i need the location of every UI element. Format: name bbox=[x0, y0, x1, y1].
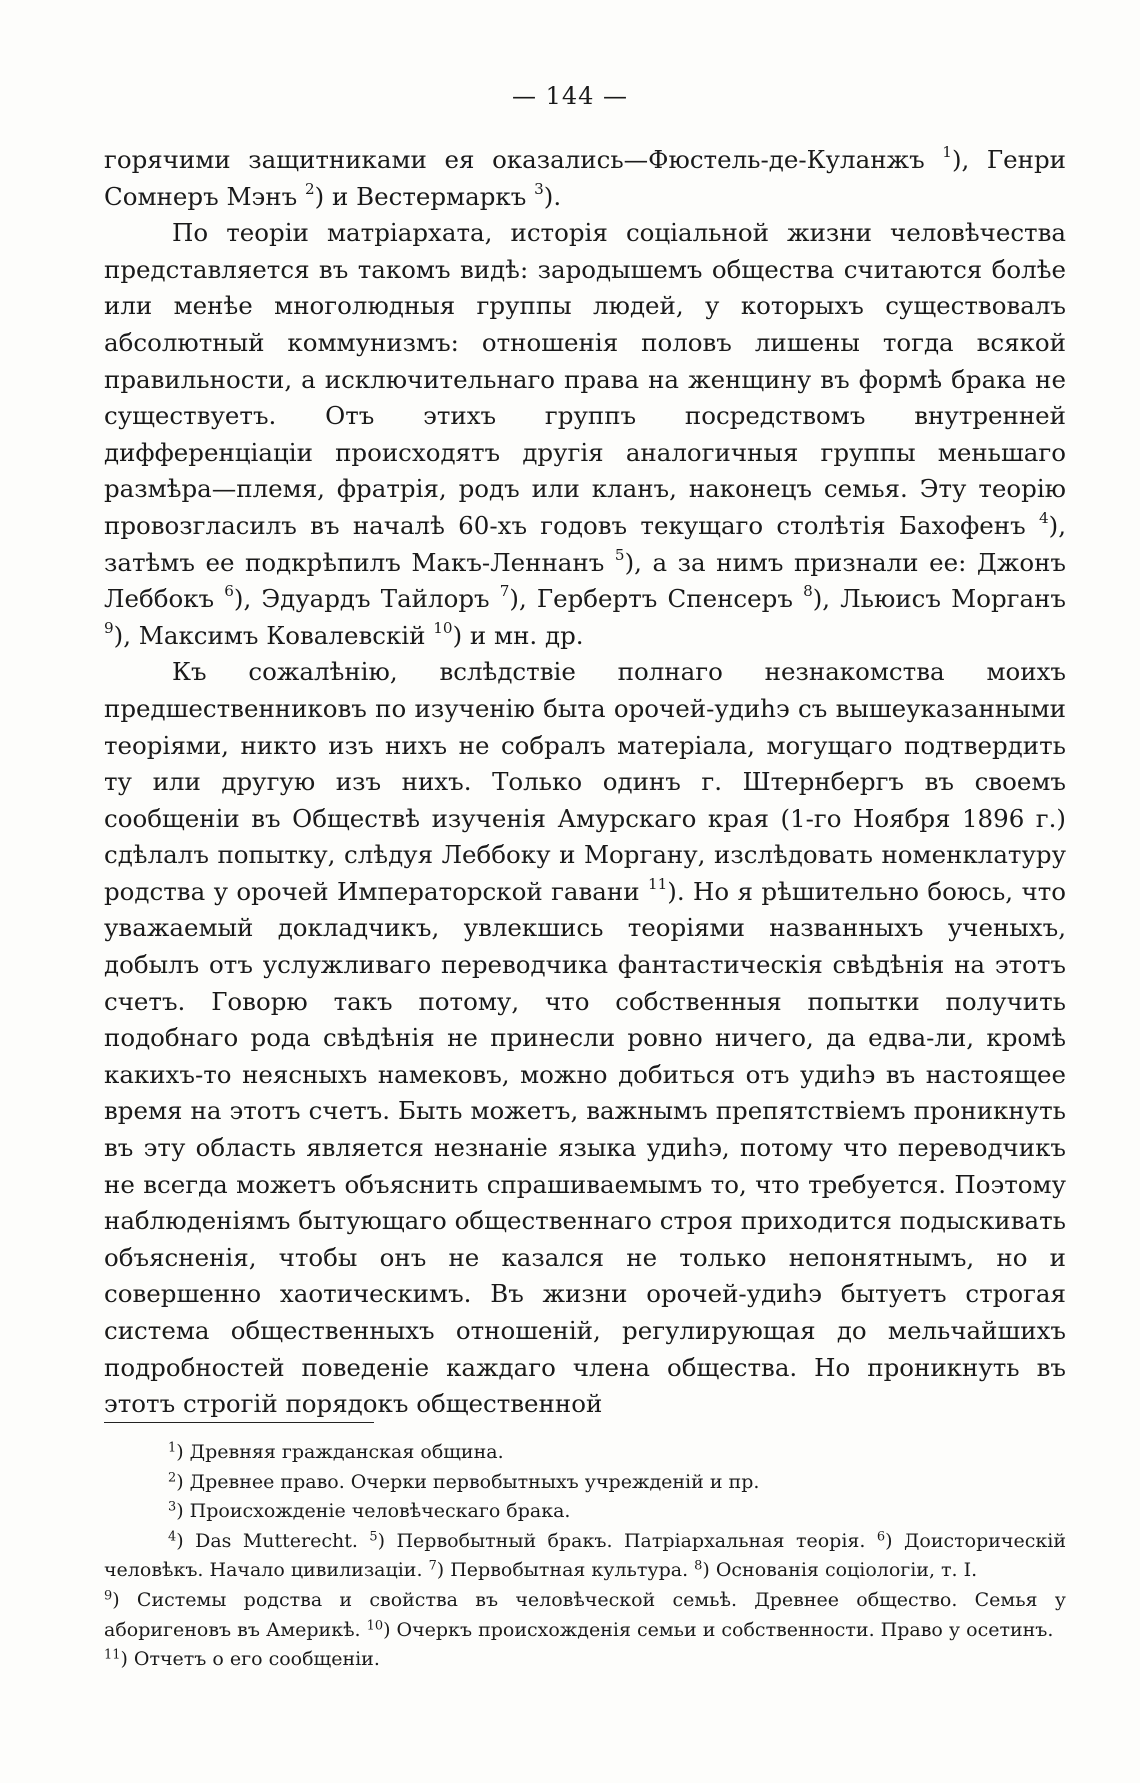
footnote-2 bbox=[104, 1468, 1066, 1498]
paragraph-3 bbox=[104, 654, 1066, 1422]
footnote-ref: 4 bbox=[1038, 509, 1049, 528]
footnote-divider bbox=[104, 1422, 374, 1423]
footnote-ref: 10 bbox=[433, 618, 453, 637]
footnote-ref: 9 bbox=[104, 618, 114, 637]
footnote-mark: 9 bbox=[104, 1588, 113, 1604]
text-run: ), Эдуардъ Тайлоръ bbox=[233, 584, 500, 614]
footnote-mark: 8 bbox=[694, 1558, 703, 1574]
footnote-text: ) Отчетъ о его сообщеніи. bbox=[120, 1648, 380, 1671]
footnote-text: ) Древняя гражданская община. bbox=[176, 1441, 504, 1463]
footnotes bbox=[104, 1438, 1066, 1675]
footnote-mark: 2 bbox=[168, 1470, 177, 1486]
text-run: ), затѣмъ ее подкрѣпилъ Макъ-Леннанъ bbox=[104, 510, 1066, 577]
footnote-9-10 bbox=[104, 1586, 1066, 1645]
footnote-mark: 7 bbox=[428, 1558, 437, 1574]
footnote-text: ) Системы родства и свойства въ человѣческой семьѣ. Древнее общество. Семья у аборигеновъ въ Америкѣ. bbox=[104, 1588, 1066, 1641]
text-run: ), Максимъ Ковалевскій bbox=[113, 620, 434, 650]
text-run: ), Гербертъ Спенсеръ bbox=[509, 584, 804, 614]
text-run: ), Генри Сомнеръ Мэнъ bbox=[104, 145, 1066, 211]
footnote-3 bbox=[104, 1497, 1066, 1527]
text-run: ). Но я рѣшительно боюсь, что уважаемый докладчикъ, увлекшись теоріями названныхъ ученыхъ, добылъ отъ услужливаго переводчика фантастическія свѣдѣнія на этотъ счетъ. Говорю такъ потому, что собственныя попытки получить подобнаго рода свѣдѣнія не принесли ровно ничего, да едва-ли, кромѣ какихъ-то неясныхъ намековъ, можно добиться отъ удиһэ въ настоящее время на этотъ счетъ. Быть можетъ, важнымъ препятствіемъ проникнуть въ эту область является незнаніе языка удиһэ, потому что переводчикъ не всегда можетъ объяснить спрашиваемымъ то, что требуется. Поэтому наблюденіямъ бытующаго общественнаго строя приходится подыскивать объясненія, чтобы онъ не казался не только непонятнымъ, но и совершенно хаотическимъ. Въ жизни орочей-удиһэ бытуетъ строгая система общественныхъ отношеній, регулирующая до мельчайшихъ подробностей поведеніе каждаго члена общества. Но проникнуть въ этотъ строгій порядокъ общественной bbox=[104, 876, 1066, 1419]
footnote-ref: 1 bbox=[942, 143, 952, 162]
footnote-mark: 3 bbox=[168, 1499, 177, 1515]
text-run: ), а за нимъ признали ее: Джонъ Леббокъ bbox=[104, 547, 1066, 614]
main-text bbox=[104, 142, 1066, 1423]
footnote-text: ) Древнее право. Очерки первобытныхъ учрежденій и пр. bbox=[176, 1470, 760, 1493]
footnote-ref: 6 bbox=[224, 582, 234, 601]
footnote-ref: 8 bbox=[803, 582, 813, 601]
footnote-ref: 11 bbox=[647, 874, 668, 893]
footnote-ref: 5 bbox=[614, 545, 625, 564]
footnote-ref: 3 bbox=[534, 179, 544, 198]
page-number: — 144 — bbox=[511, 82, 629, 110]
footnote-mark: 4 bbox=[168, 1529, 177, 1545]
footnote-text: ) Das Mutterecht. bbox=[176, 1529, 370, 1552]
footnote-text: ) Происхожденіе человѣческаго брака. bbox=[176, 1500, 571, 1523]
footnote-mark: 6 bbox=[876, 1529, 886, 1545]
paragraph-2 bbox=[104, 215, 1066, 654]
footnote-text: ) Первобытный бракъ. Патріархальная теорія. bbox=[377, 1529, 877, 1552]
footnote-text: ) Первобытная культура. bbox=[436, 1559, 695, 1582]
text-run: ) и Вестермаркъ bbox=[314, 181, 535, 211]
footnote-4-8 bbox=[104, 1527, 1066, 1586]
text-run: По теоріи матріархата, исторія соціальной жизни человѣчества представляется въ такомъ видѣ: зародышемъ общества считаются болѣе или менѣе многолюдныя группы людей, у которыхъ существовалъ абсолютный коммунизмъ: отношенія половъ лишены тогда всякой правильности, а исключительнаго права на женщину въ формѣ брака не существуетъ. Отъ этихъ группъ посредствомъ внутренней дифференціаціи происходятъ другія аналогичныя группы меньшаго размѣра—племя, фратрія, родъ или кланъ, наконецъ семья. Эту теорію провозгласилъ въ началѣ 60-хъ годовъ текущаго столѣтія Бахофенъ bbox=[104, 218, 1066, 540]
footnote-mark: 1 bbox=[168, 1440, 177, 1456]
footnote-11 bbox=[104, 1645, 1066, 1675]
footnote-ref: 7 bbox=[499, 582, 510, 601]
footnote-ref: 2 bbox=[304, 179, 315, 198]
text-run: горячими защитниками ея оказались—Фюстель-де-Куланжъ bbox=[104, 145, 943, 174]
text-run: Къ сожалѣнію, вслѣдствіе полнаго незнакомства моихъ предшественниковъ по изученію быта орочей-удиһэ съ вышеуказанными теоріями, никто изъ нихъ не собралъ матеріала, могущаго подтвердить ту или другую изъ нихъ. Только одинъ г. Штернбергъ въ своемъ сообщеніи въ Обществѣ изученія Амурскаго края (1-го Ноября 1896 г.) сдѣлалъ попытку, слѣдуя Леббоку и Моргану, изслѣдовать номенклатуру родства у орочей Императорской гавани bbox=[104, 657, 1066, 906]
paragraph-1 bbox=[104, 142, 1066, 215]
footnote-mark: 5 bbox=[369, 1529, 378, 1545]
footnote-mark: 11 bbox=[104, 1647, 121, 1663]
footnote-text: ) Основанія соціологіи, т. I. bbox=[702, 1559, 978, 1582]
footnote-text: ) Очеркъ происхожденія семьи и собственности. Право у осетинъ. bbox=[383, 1618, 1054, 1641]
footnote-text: ) Доисторическій человѣкъ. Начало цивилизаціи. bbox=[104, 1529, 1066, 1582]
footnote-mark: 10 bbox=[366, 1618, 384, 1634]
footnote-1 bbox=[104, 1438, 1066, 1468]
text-run: ), Льюисъ Морганъ bbox=[812, 584, 1066, 614]
text-run: ). bbox=[543, 181, 562, 211]
text-run: ) и мн. др. bbox=[452, 620, 584, 650]
